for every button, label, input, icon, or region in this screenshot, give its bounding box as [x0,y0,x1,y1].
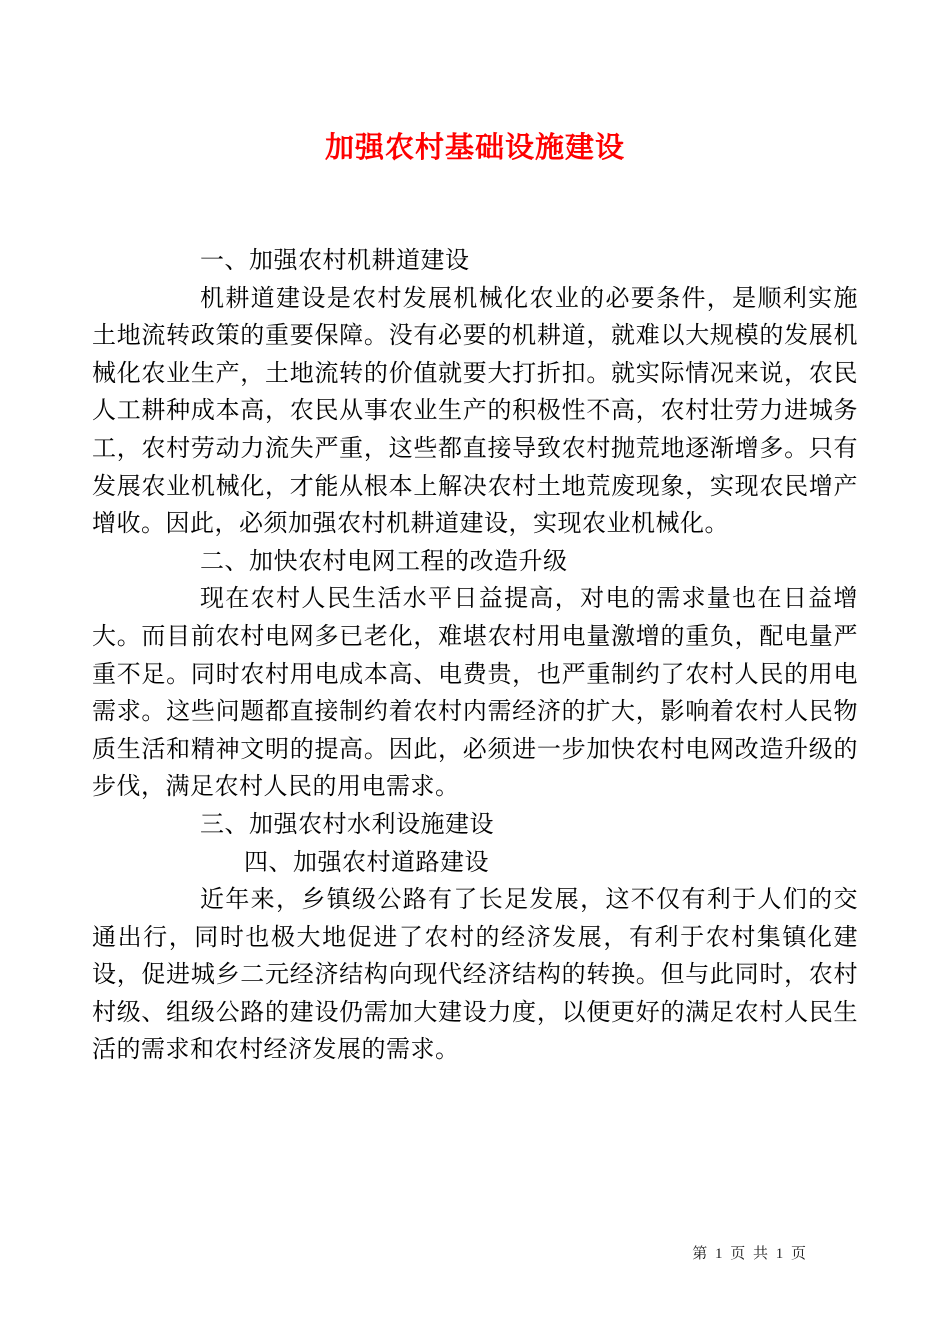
body-paragraph: 机耕道建设是农村发展机械化农业的必要条件，是顺利实施土地流转政策的重要保障。没有必要的机耕道，就难以大规模的发展机械化农业生产，土地流转的价值就要大打折扣。就实际情况来说，农民人工耕种成本高，农民从事农业生产的积极性不高，农村壮劳力进城务工，农村劳动力流失严重，这些都直接导致农村抛荒地逐渐增多。只有发展农业机械化，才能从根本上解决农村土地荒废现象，实现农民增产增收。因此，必须加强农村机耕道建设，实现农业机械化。 [92,285,858,538]
body-paragraph: 现在农村人民生活水平日益提高，对电的需求量也在日益增大。而目前农村电网多已老化，难堪农村用电量激增的重负，配电量严重不足。同时农村用电成本高、电费贵，也严重制约了农村人民的用电需求。这些问题都直接制约着农村内需经济的扩大，影响着农村人民物质生活和精神文明的提高。因此，必须进一步加快农村电网改造升级的步伐，满足农村人民的用电需求。 [92,586,858,801]
section-heading: 一、加强农村机耕道建设 [200,248,470,274]
document-body [92,243,858,1070]
page-number-footer: 第 1 页 共 1 页 [692,1246,808,1262]
section-heading: 二、加快农村电网工程的改造升级 [200,548,568,575]
section-heading: 三、加强农村水利设施建设 [200,811,494,838]
document-title: 加强农村基础设施建设 [324,132,625,164]
section-heading: 四、加强农村道路建设 [244,849,489,876]
body-paragraph: 近年来，乡镇级公路有了长足发展，这不仅有利于人们的交通出行，同时也极大地促进了农村的经济发展，有利于农村集镇化建设，促进城乡二元经济结构向现代经济结构的转换。但与此同时，农村村级、组级公路的建设仍需加大建设力度，以便更好的满足农村人民生活的需求和农村经济发展的需求。 [92,887,858,1064]
